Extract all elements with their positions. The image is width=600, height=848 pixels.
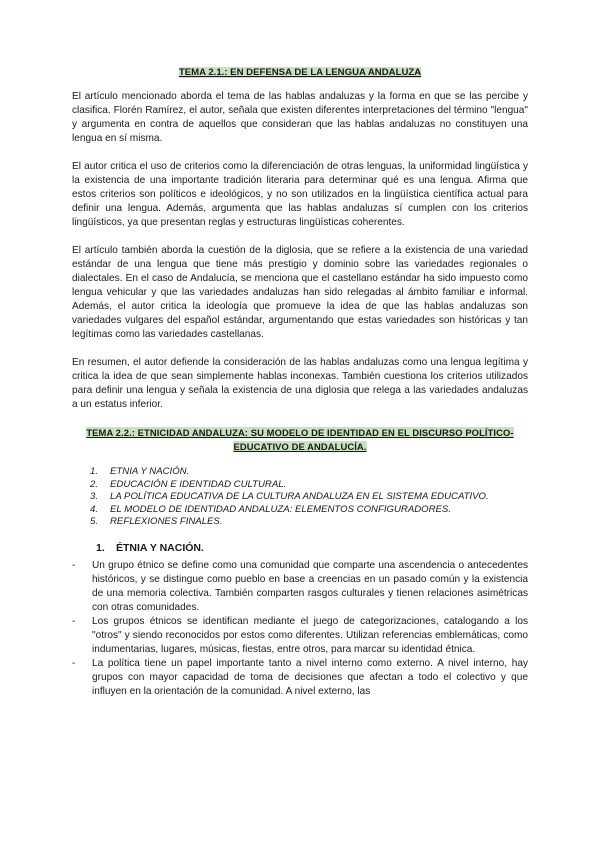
toc-item: 1. ETNIA Y NACIÓN. <box>90 466 190 477</box>
paragraph: El autor critica el uso de criterios como la diferenciación de otras lenguas, la uniformidad lingüística y la existencia de una importante tradición literaria para determinar qué es una lengua. Afirma que estos criterios son políticos e ideológicos, y no son utilizados en la lingüística científica actual para definir una lengua. Además, argumenta que las hablas andaluzas sí cumplen con los criterios lingüísticos, ya que presentan reglas y estructuras lingüísticas coherentes. <box>72 161 528 228</box>
paragraph: El artículo también aborda la cuestión de la diglosia, que se refiere a la existencia de una variedad estándar de una lengua que tiene más prestigio y dominio sobre las variedades regionales o dialectales. En el caso de Andalucía, se menciona que el castellano estándar ha sido impuesto como lengua vehicular y que las variedades andaluzas han sido relegadas al ámbito familiar e informal. Además, el autor critica la ideología que promueve la idea de que las hablas andaluzas son variedades vulgares del español estándar, argumentando que estas variedades son históricas y tan legítimas como las variedades castellanas. <box>72 245 528 340</box>
toc-item: 5. REFLEXIONES FINALES. <box>90 516 223 527</box>
list-item: - La política tiene un papel importante tanto a nivel interno como externo. A nivel interno, hay grupos con mayor capacidad de toma de decisiones que afectan a todo el colectivo y que influyen en la orientación de la comunidad. A nivel externo, las <box>72 657 528 697</box>
toc-item: 4. EL MODELO DE IDENTIDAD ANDALUZA: ELEMENTOS CONFIGURADORES. <box>90 503 451 515</box>
subsection-heading: 1. ÉTNIA Y NACIÓN. <box>96 541 204 554</box>
toc-item: 2. EDUCACIÓN E IDENTIDAD CULTURAL. <box>90 478 287 490</box>
paragraph: El artículo mencionado aborda el tema de las hablas andaluzas y la forma en que se las percibe y clasifica. Florén Ramírez, el autor, señala que existen diferentes interpretaciones del término "lengua" y argumenta en contra de aquellos que consideran que las hablas andaluzas no constituyen una lengua en sí misma. <box>72 91 528 144</box>
list-item: - Un grupo étnico se define como una comunidad que comparte una ascendencia o antecedentes históricos, y se distingue como pueblo en base a creencias en un pasado común y la existencia de una memoria colectiva. También comparten rasgos culturales y tienen relaciones asimétricas con otras comunidades. <box>72 559 528 613</box>
bullet-list <box>72 559 528 699</box>
section-title-2-1: TEMA 2.1.: EN DEFENSA DE LA LENGUA ANDALUZA <box>178 67 422 78</box>
table-of-contents <box>72 466 528 529</box>
document-page <box>72 66 528 699</box>
paragraph: En resumen, el autor defiende la consideración de las hablas andaluzas como una lengua legítima y critica la idea de que sean simplemente hablas inconexas. También cuestiona los criterios utilizados para definir una lengua y señala la existencia de una diglosia que relega a las variedades andaluzas a un estatus inferior. <box>72 357 528 410</box>
section-title-2-2: TEMA 2.2.: ETNICIDAD ANDALUZA: SU MODELO DE IDENTIDAD EN EL DISCURSO POLÍTICO- EDUCATIVO DE ANDALUCÍA. <box>86 427 514 452</box>
list-item: - Los grupos étnicos se identifican mediante el juego de categorizaciones, catalogando a los "otros" y siendo reconocidos por estos como diferentes. Utilizan referencias emblemáticas, como indumentarias, lugares, músicas, fiestas, entre otros, para marcar su identidad étnica. <box>72 615 528 655</box>
toc-item: 3. LA POLÍTICA EDUCATIVA DE LA CULTURA ANDALUZA EN EL SISTEMA EDUCATIVO. <box>90 491 489 502</box>
